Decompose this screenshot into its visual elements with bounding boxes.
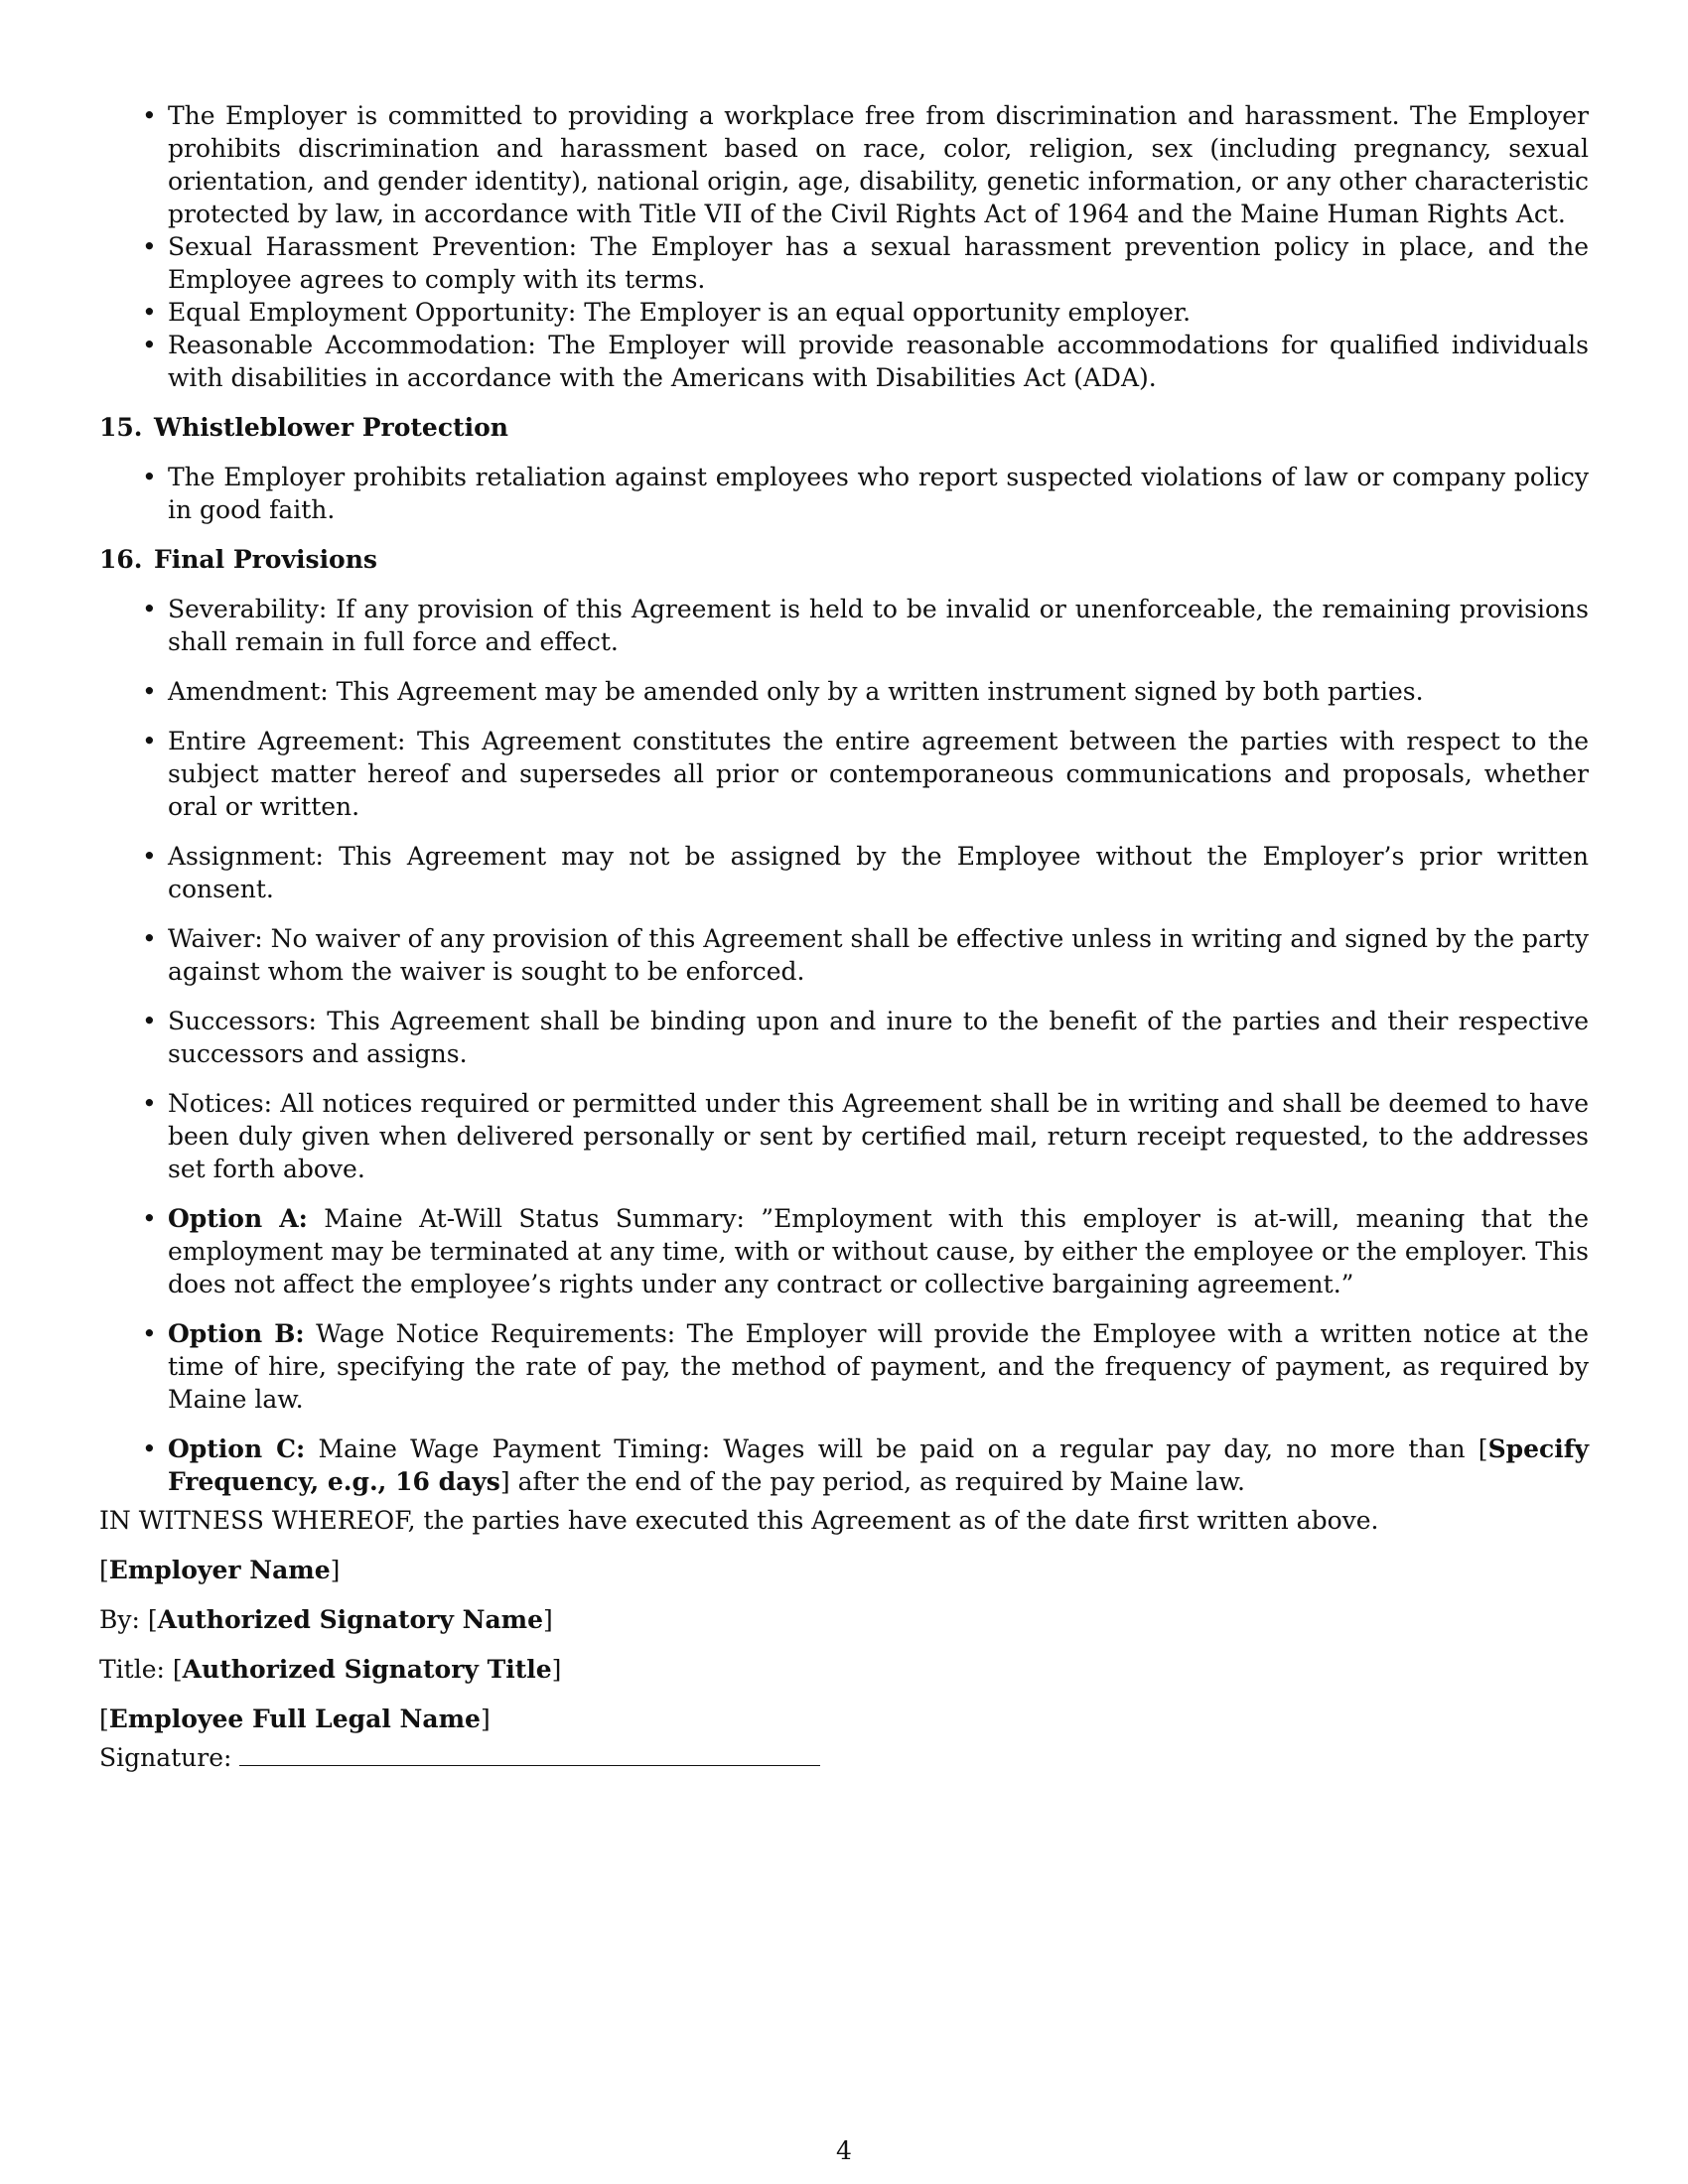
option-c-item: [168, 1433, 1589, 1498]
frequency-placeholder: Specify Frequency, e.g., 16 days: [168, 1434, 1590, 1496]
section-15-list: [99, 461, 1589, 526]
option-text: Maine At-Will Status Summary: ”Employment with this employer is at-will, meaning that the employment may be terminated at any time, with or without cause, by either the employee or the employer. This does not affect the employee’s rights under any contract or collective bargaining agreement.”: [168, 1204, 1590, 1298]
employer-name-placeholder: Employer Name: [108, 1556, 331, 1584]
title-label: Title:: [99, 1655, 173, 1684]
option-label: Option C:: [168, 1434, 306, 1463]
employee-name-line: [Employee Full Legal Name]: [99, 1705, 491, 1733]
list-item: • Notices: All notices required or permitted under this Agreement shall be in writing and shall be deemed to have been duly given when delivered personally or sent by certified mail, return receipt requested, to the addresses set forth above.: [168, 1087, 1589, 1185]
section-16-heading: [99, 543, 1589, 576]
signature-blank[interactable]: [239, 1741, 820, 1766]
document-page: [99, 99, 1589, 1774]
section-14-list: [99, 99, 1589, 394]
list-item: • Entire Agreement: This Agreement constitutes the entire agreement between the parties with respect to the subject matter hereof and supersedes all prior or contemporaneous communications and proposals, whether oral or written.: [168, 725, 1589, 823]
list-item: • Equal Employment Opportunity: The Employer is an equal opportunity employer.: [168, 296, 1589, 329]
signature-label: Signature:: [99, 1743, 232, 1772]
title-line: Title: [Authorized Signatory Title]: [99, 1655, 562, 1684]
employer-name-line: [Employer Name]: [99, 1556, 341, 1584]
option-a-item: [168, 1202, 1589, 1300]
option-label: Option A:: [168, 1204, 308, 1233]
option-text: Wage Notice Requirements: The Employer will provide the Employee with a written notice at the time of hire, specifying the rate of pay, the method of payment, and the frequency of payment, as required by Maine law.: [168, 1319, 1590, 1414]
list-item: • Severability: If any provision of this Agreement is held to be invalid or unenforceable, the remaining provisions shall remain in full force and effect.: [168, 593, 1589, 658]
list-item: • The Employer is committed to providing a workplace free from discrimination and harassment. The Employer prohibits discrimination and harassment based on race, color, religion, sex (including pregnancy, sexual orientation, and gender identity), national origin, age, disability, genetic information, or any other characteristic protected by law, in accordance with Title VII of the Civil Rights Act of 1964 and the Maine Human Rights Act.: [168, 99, 1589, 230]
signatory-title-placeholder: Authorized Signatory Title: [182, 1655, 552, 1684]
list-item: • The Employer prohibits retaliation against employees who report suspected violations of law or company policy in good faith.: [168, 461, 1589, 526]
list-item: • Successors: This Agreement shall be binding upon and inure to the benefit of the parties and their respective successors and assigns.: [168, 1005, 1589, 1070]
section-number: 16.: [99, 545, 143, 574]
list-item: • Assignment: This Agreement may not be assigned by the Employee without the Employer’s prior written consent.: [168, 840, 1589, 905]
list-item: • Sexual Harassment Prevention: The Employer has a sexual harassment prevention policy in place, and the Employee agrees to comply with its terms.: [168, 230, 1589, 296]
employee-name-placeholder: Employee Full Legal Name: [108, 1705, 481, 1733]
by-line: By: [Authorized Signatory Name]: [99, 1605, 553, 1634]
section-16-list: [99, 593, 1589, 1498]
by-label: By:: [99, 1605, 148, 1634]
section-title: Final Provisions: [154, 545, 377, 574]
option-text: Maine Wage Payment Timing: Wages will be paid on a regular pay day, no more than [: [305, 1434, 1488, 1463]
option-b-item: [168, 1317, 1589, 1416]
option-text: ] after the end of the pay period, as required by Maine law.: [499, 1467, 1245, 1496]
page-number: 4: [836, 2136, 852, 2165]
section-title: Whistleblower Protection: [154, 413, 508, 442]
section-15-heading: [99, 411, 1589, 444]
list-item: • Waiver: No waiver of any provision of this Agreement shall be effective unless in writing and signed by the party against whom the waiver is sought to be enforced.: [168, 922, 1589, 988]
list-item: • Amendment: This Agreement may be amended only by a written instrument signed by both parties.: [168, 675, 1589, 708]
list-item: • Reasonable Accommodation: The Employer will provide reasonable accommodations for qualified individuals with disabilities in accordance with the Americans with Disabilities Act (ADA).: [168, 329, 1589, 394]
option-label: Option B:: [168, 1319, 305, 1348]
signatory-name-placeholder: Authorized Signatory Name: [157, 1605, 544, 1634]
section-number: 15.: [99, 413, 143, 442]
signature-line: [99, 1741, 1589, 1774]
witness-clause: IN WITNESS WHEREOF, the parties have executed this Agreement as of the date first written above.: [99, 1506, 1379, 1535]
